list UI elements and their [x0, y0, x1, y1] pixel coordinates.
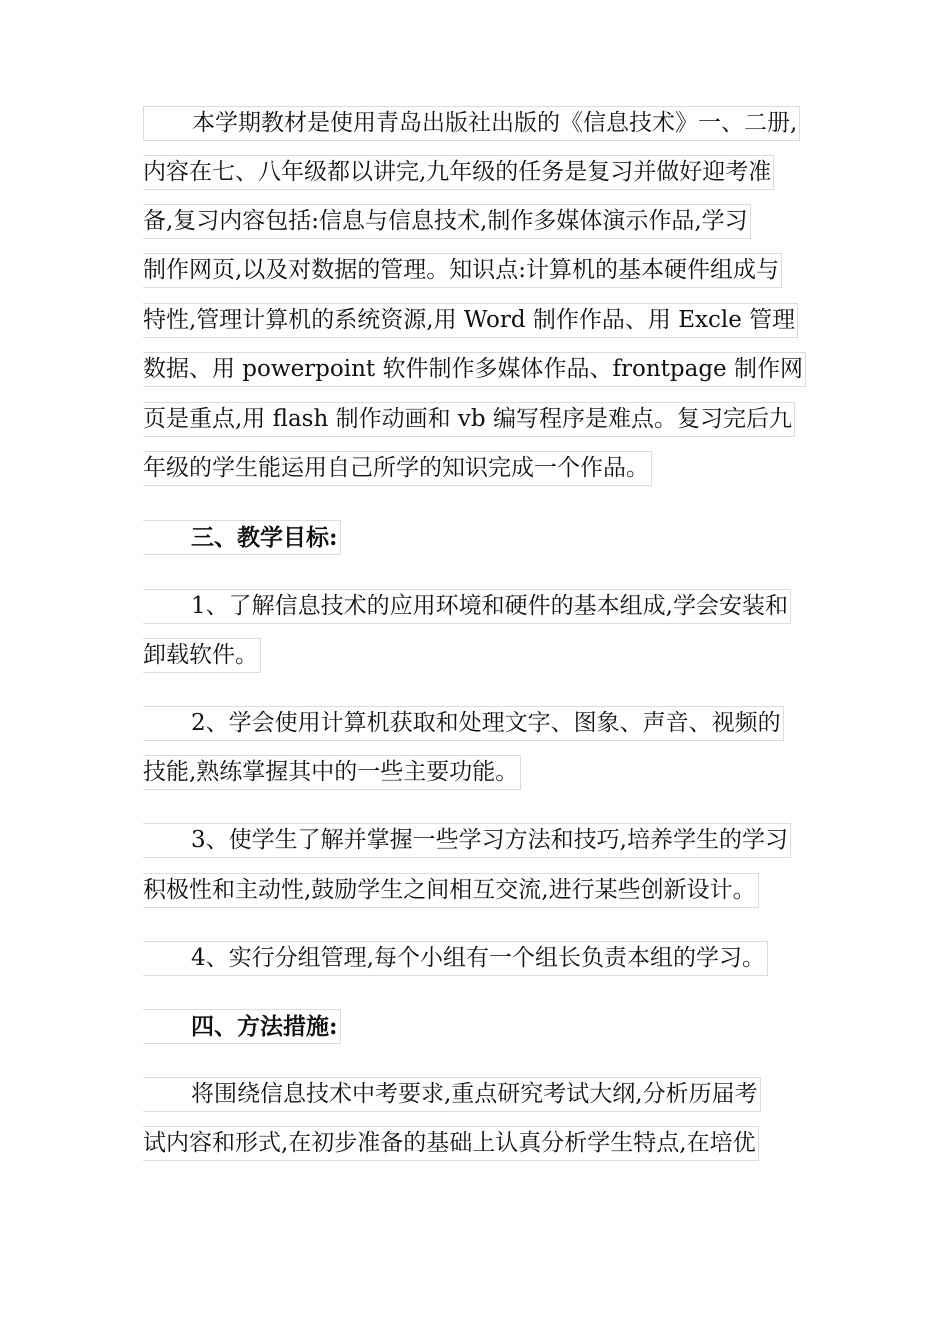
text-line: 积极性和主动性,鼓励学生之间相互交流,进行某些创新设计。: [143, 873, 759, 908]
text-line: 1、了解信息技术的应用环境和硬件的基本组成,学会安装和: [143, 589, 791, 624]
text-line: 4、实行分组管理,每个小组有一个组长负责本组的学习。: [143, 941, 768, 976]
text-line: 备,复习内容包括:信息与信息技术,制作多媒体演示作品,学习: [143, 204, 751, 239]
text-line: 本学期教材是使用青岛出版社出版的《信息技术》一、二册,: [143, 106, 800, 141]
text-line: 制作网页,以及对数据的管理。知识点:计算机的基本硬件组成与: [143, 253, 782, 288]
text-line: 试内容和形式,在初步准备的基础上认真分析学生特点,在培优: [143, 1126, 759, 1161]
text-line: 内容在七、八年级都以讲完,九年级的任务是复习并做好迎考准: [143, 155, 774, 190]
text-line: 页是重点,用 flash 制作动画和 vb 编写程序是难点。复习完后九: [143, 402, 795, 437]
text-line: 技能,熟练掌握其中的一些主要功能。: [143, 755, 521, 790]
text-line: 3、使学生了解并掌握一些学习方法和技巧,培养学生的学习: [143, 823, 791, 858]
section-heading: 四、方法措施:: [143, 1009, 341, 1044]
text-line: 数据、用 powerpoint 软件制作多媒体作品、frontpage 制作网: [143, 352, 806, 387]
text-line: 年级的学生能运用自己所学的知识完成一个作品。: [143, 451, 652, 486]
text-line: 卸载软件。: [143, 638, 261, 673]
text-line: 2、学会使用计算机获取和处理文字、图象、声音、视频的: [143, 706, 784, 741]
section-heading: 三、教学目标:: [143, 520, 341, 555]
text-line: 将围绕信息技术中考要求,重点研究考试大纲,分析历届考: [143, 1077, 761, 1112]
text-line: 特性,管理计算机的系统资源,用 Word 制作作品、用 Excle 管理: [143, 303, 798, 338]
